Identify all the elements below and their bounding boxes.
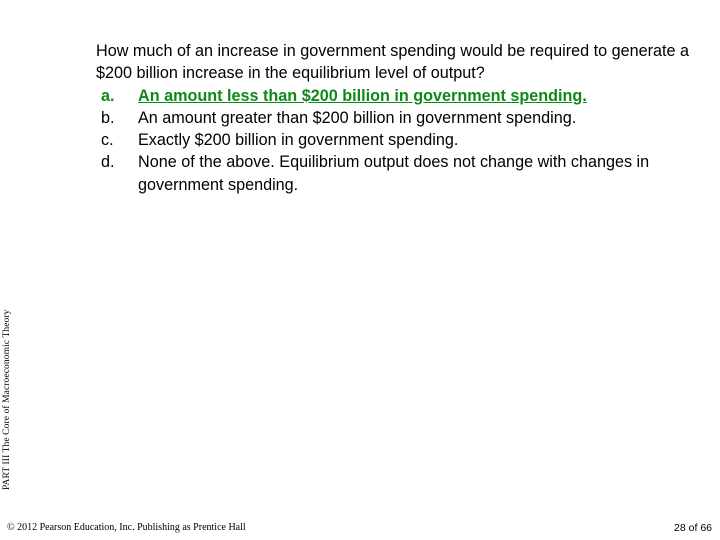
question-block <box>96 40 696 196</box>
question-stem: How much of an increase in government spending would be required to generate a $200 billion increase in the equilibrium level of output? <box>96 42 690 83</box>
option-b <box>96 107 696 129</box>
sidebar-part-label: PART III The Core of Macroeconomic Theory <box>2 309 12 490</box>
option-d-text: None of the above. Equilibrium output does not change with changes in government spending. <box>138 153 650 194</box>
footer-copyright: © 2012 Pearson Education, Inc. Publishing as Prentice Hall <box>7 522 246 533</box>
option-c-letter: c. <box>101 131 114 150</box>
option-a-text: An amount less than $200 billion in government spending. <box>138 86 587 105</box>
option-d <box>96 151 696 196</box>
answer-options <box>96 85 696 196</box>
option-c-text: Exactly $200 billion in government spending. <box>138 131 459 150</box>
option-b-letter: b. <box>101 108 115 127</box>
option-d-letter: d. <box>101 153 115 172</box>
page-number: 28 of 66 <box>674 522 712 534</box>
option-b-text: An amount greater than $200 billion in government spending. <box>138 108 577 127</box>
option-a-letter: a. <box>101 86 115 105</box>
option-a <box>96 85 696 107</box>
option-c <box>96 129 696 151</box>
